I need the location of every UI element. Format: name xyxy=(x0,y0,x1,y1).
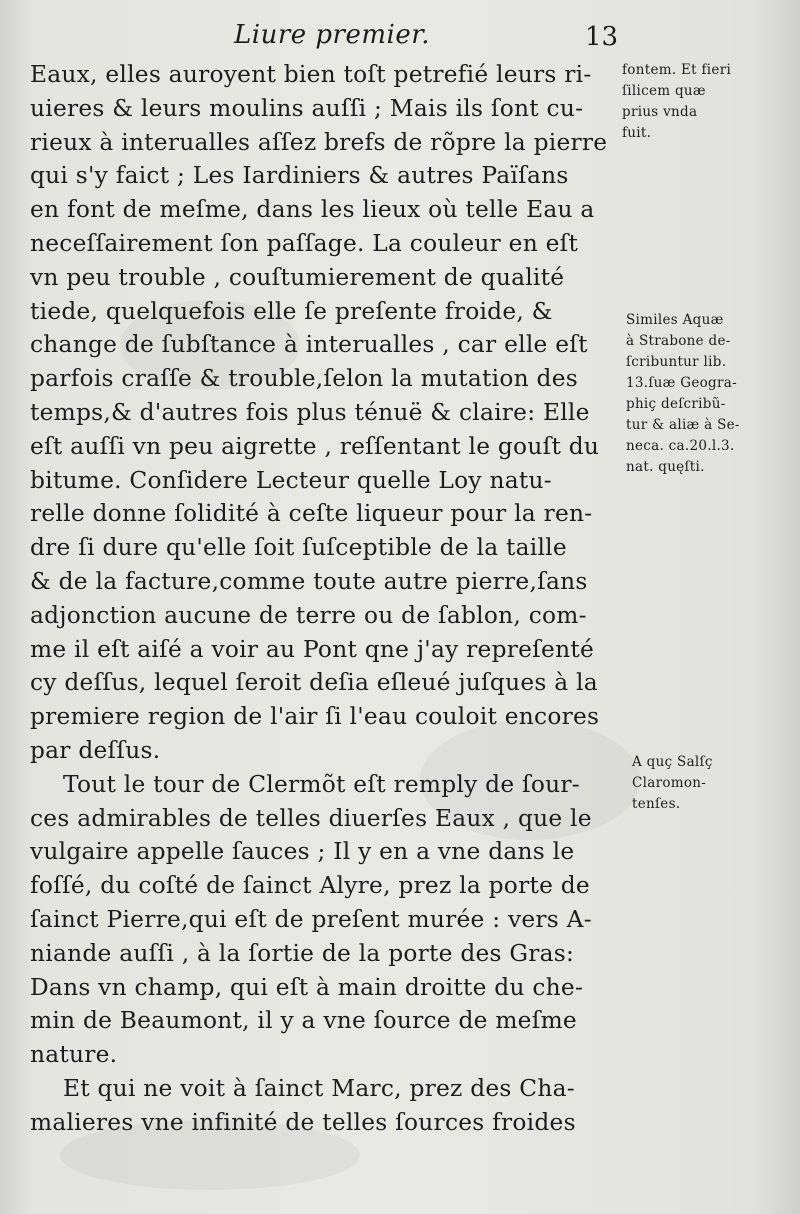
text-line: ces admirables de telles diuerſes Eaux , que le xyxy=(30,804,592,832)
running-header xyxy=(0,20,800,54)
text-line: bitume. Conſidere Lecteur quelle Loy natu- xyxy=(30,466,552,494)
text-line: cy deſſus, lequel ſeroit deſia eſleué juſques à la xyxy=(30,669,598,697)
note-line: fontem. Et fieri xyxy=(622,62,732,78)
paragraph-start-line: Et qui ne voit à ſainct Marc, prez des Cha- xyxy=(63,1074,575,1102)
text-line: premiere region de l'air ſi l'eau couloit encores xyxy=(30,703,600,731)
text-line: vn peu trouble , couſtumierement de qualité xyxy=(30,263,565,291)
text-line: niande auſſi , à la ſortie de la porte des Gras: xyxy=(30,939,575,967)
note-line: A quç Salſç xyxy=(632,754,713,770)
text-line: me il eſt aiſé a voir au Pont qne j'ay repreſenté xyxy=(30,635,594,663)
text-line: nature. xyxy=(30,1041,118,1069)
text-line: tiede, quelquefois elle ſe preſente froide, & xyxy=(30,297,553,325)
text-line: vulgaire appelle ſauces ; Il y en a vne dans le xyxy=(30,838,575,866)
text-line: qui s'y faict ; Les Iardiniers & autres Païſans xyxy=(30,162,569,190)
margin-note-fontem xyxy=(622,60,731,144)
note-line: ſilicem quæ xyxy=(622,83,706,99)
note-line: tenſes. xyxy=(632,796,681,812)
text-line: Dans vn champ, qui eſt à main droitte du che- xyxy=(30,973,584,1001)
text-line: Eaux, elles auroyent bien toſt petrefié leurs ri- xyxy=(30,61,592,88)
text-line: parfois craſſe & trouble,ſelon la mutation des xyxy=(30,365,578,393)
text-line: temps,& d'autres fois plus ténuë & claire: Elle xyxy=(30,398,590,426)
note-line: phiç deſcribũ- xyxy=(626,396,726,412)
note-line: à Strabone de- xyxy=(626,333,731,349)
text-line: en font de meſme, dans les lieux où telle Eau a xyxy=(30,196,595,224)
note-line: Claromon- xyxy=(632,775,707,791)
text-line: dre ſi dure qu'elle ſoit ſuſceptible de la taille xyxy=(30,534,567,562)
text-line: par deſſus. xyxy=(30,736,161,764)
text-line: & de la facture,comme toute autre pierre,ſans xyxy=(30,567,588,595)
text-line: neceſſairement ſon paſſage. La couleur en eſt xyxy=(30,229,579,257)
text-line: malieres vne infinité de telles ſources froides xyxy=(30,1108,576,1136)
margin-note-salsae xyxy=(632,752,713,815)
text-line: rieux à interualles aſſez brefs de rõpre la pierre xyxy=(30,128,608,156)
note-line: tur & aliæ à Se- xyxy=(626,417,740,433)
text-line: relle donne ſolidité à ceſte liqueur pour la ren- xyxy=(30,500,593,528)
text-line: change de ſubſtance à interualles , car elle eſt xyxy=(30,331,588,359)
note-line: nat. quęſti. xyxy=(626,459,705,475)
text-line: eſt auſſi vn peu aigrette , reſſentant le gouſt du xyxy=(30,432,600,460)
note-line: Similes Aquæ xyxy=(626,312,724,328)
text-line: min de Beaumont, il y a vne ſource de meſme xyxy=(30,1007,577,1035)
page-number: 13 xyxy=(585,22,619,52)
margin-note-strabone xyxy=(626,310,740,478)
paragraph-start-line: Tout le tour de Clermõt eſt remply de ſour- xyxy=(63,770,580,798)
note-line: fuit. xyxy=(622,125,652,141)
text-line: uieres & leurs moulins auſſi ; Mais ils ſont cu- xyxy=(30,94,584,122)
note-line: prius vnda xyxy=(622,104,698,120)
running-title: Liure premier. xyxy=(234,20,431,50)
text-line: foſſé, du coſté de ſainct Alyre, prez la porte de xyxy=(30,872,590,900)
note-line: ſcribuntur lib. xyxy=(626,354,727,370)
text-line: ſainct Pierre,qui eſt de preſent murée : vers A- xyxy=(30,905,592,933)
note-line: neca. ca.20.l.3. xyxy=(626,438,735,454)
note-line: 13.ſuæ Geogra- xyxy=(626,375,737,391)
main-text xyxy=(30,58,630,1140)
text-line: adjonction aucune de terre ou de ſablon, com- xyxy=(30,601,587,629)
